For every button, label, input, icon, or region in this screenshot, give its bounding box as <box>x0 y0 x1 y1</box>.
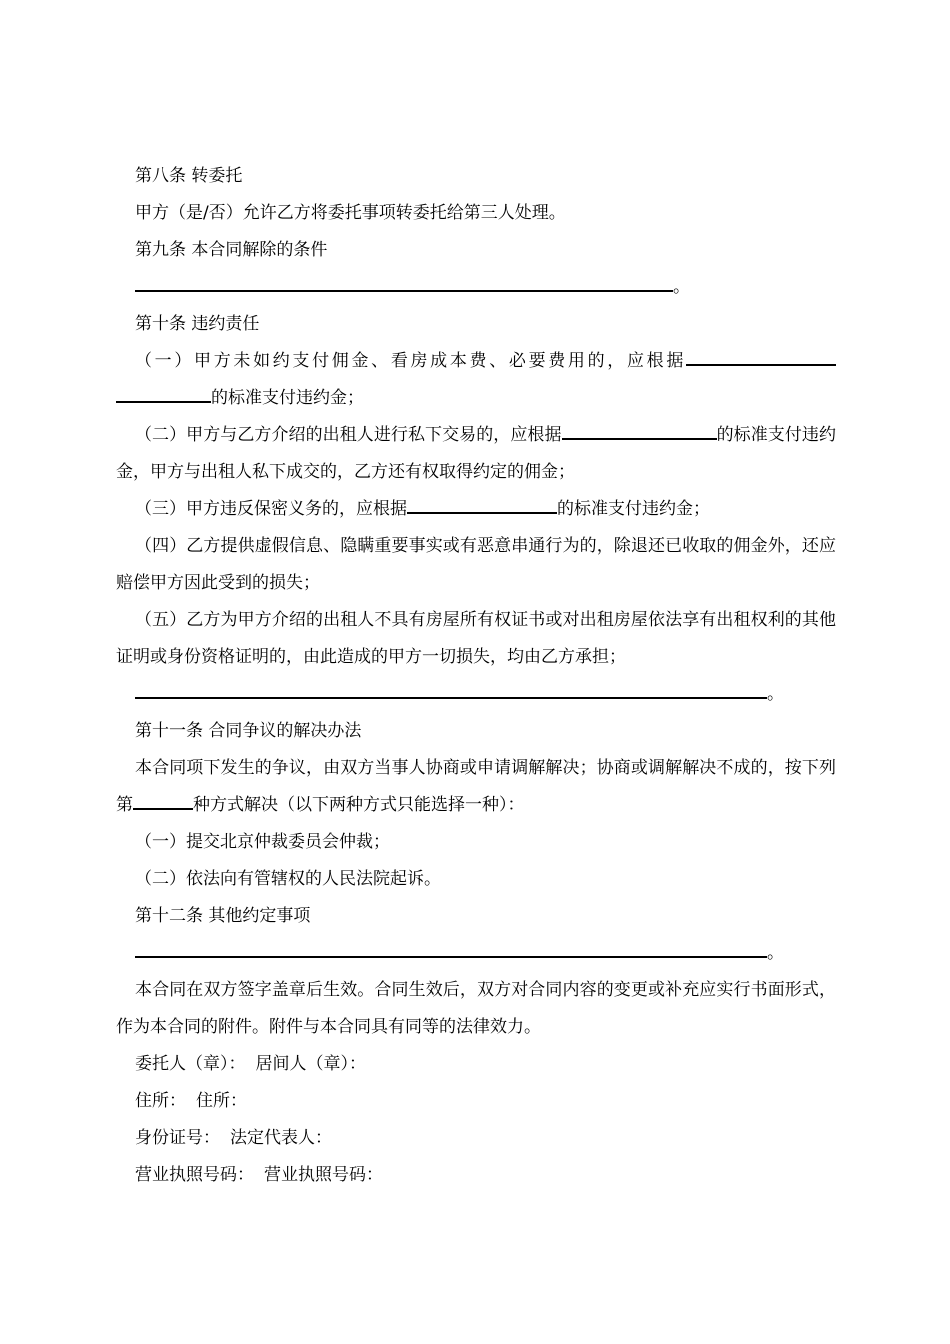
article-11-text-a: 本合同项下发生的争议，由双方当事人协商或申请调解解决；协商或调解解决不成的，按下列第 <box>116 758 836 815</box>
fill-blank[interactable] <box>686 349 836 366</box>
signature-line-2 <box>116 1083 836 1120</box>
fill-blank[interactable] <box>116 386 211 403</box>
intermediary-seal-label: 居间人（章）： <box>255 1054 366 1074</box>
article-10-item-2 <box>116 417 836 491</box>
signature-line-4 <box>116 1157 836 1194</box>
article-9-title: 第九条 本合同解除的条件 <box>135 240 328 260</box>
principal-address-label: 住所： <box>135 1091 186 1111</box>
article-10-blank-line <box>116 676 836 713</box>
article-12-blank-line <box>116 935 836 972</box>
intermediary-license-label: 营业执照号码： <box>264 1165 383 1185</box>
contract-page <box>116 158 836 1194</box>
article-8-text: 甲方（是/否）允许乙方将委托事项转委托给第三人处理。 <box>135 203 566 223</box>
closing-paragraph: 本合同在双方签字盖章后生效。合同生效后，双方对合同内容的变更或补充应实行书面形式，作为本合同的附件。附件与本合同具有同等的法律效力。 <box>116 980 836 1037</box>
principal-license-label: 营业执照号码： <box>135 1165 254 1185</box>
item-2-text-a: （二）甲方与乙方介绍的出租人进行私下交易的，应根据 <box>135 425 562 445</box>
legal-representative-label: 法定代表人： <box>230 1128 332 1148</box>
period: 。 <box>767 684 784 704</box>
article-11-text <box>116 750 836 824</box>
article-9-blank-line <box>116 269 836 306</box>
item-1-text-a: （一）甲方未如约支付佣金、看房成本费、必要费用的，应根据 <box>135 351 686 371</box>
article-12-title: 第十二条 其他约定事项 <box>135 906 311 926</box>
signature-line-3 <box>116 1120 836 1157</box>
intermediary-address-label: 住所： <box>196 1091 247 1111</box>
principal-seal-label: 委托人（章）： <box>135 1054 246 1074</box>
signature-line-1 <box>116 1046 836 1083</box>
article-11-option-1: （一）提交北京仲裁委员会仲裁； <box>135 832 390 852</box>
item-1-text-b: 的标准支付违约金； <box>211 388 364 408</box>
article-10-title: 第十条 违约责任 <box>135 314 260 334</box>
article-11-option-2: （二）依法向有管辖权的人民法院起诉。 <box>135 869 441 889</box>
fill-blank[interactable] <box>135 275 673 292</box>
fill-blank[interactable] <box>135 682 767 699</box>
item-2-text-b: 的标准支付违约金，甲方与出租人私下成交的，乙方还有权取得约定的佣金； <box>116 425 836 482</box>
article-11-title: 第十一条 合同争议的解决办法 <box>135 721 362 741</box>
article-8-title: 第八条 转委托 <box>135 166 243 186</box>
fill-blank[interactable] <box>407 497 557 514</box>
article-10-item-3 <box>116 491 836 528</box>
fill-blank[interactable] <box>562 423 717 440</box>
article-10-item-5: （五）乙方为甲方介绍的出租人不具有房屋所有权证书或对出租房屋依法享有出租权利的其他证明或身份资格证明的，由此造成的甲方一切损失，均由乙方承担； <box>116 610 836 667</box>
id-number-label: 身份证号： <box>135 1128 220 1148</box>
article-10-item-1 <box>116 343 836 417</box>
period: 。 <box>673 277 690 297</box>
article-10-item-4: （四）乙方提供虚假信息、隐瞒重要事实或有恶意串通行为的，除退还已收取的佣金外，还应赔偿甲方因此受到的损失； <box>116 536 836 593</box>
period: 。 <box>767 943 784 963</box>
article-11-text-b: 种方式解决（以下两种方式只能选择一种）： <box>193 795 525 815</box>
fill-blank[interactable] <box>133 793 193 810</box>
fill-blank[interactable] <box>135 941 767 958</box>
item-3-text-b: 的标准支付违约金； <box>557 499 710 519</box>
item-3-text-a: （三）甲方违反保密义务的，应根据 <box>135 499 407 519</box>
